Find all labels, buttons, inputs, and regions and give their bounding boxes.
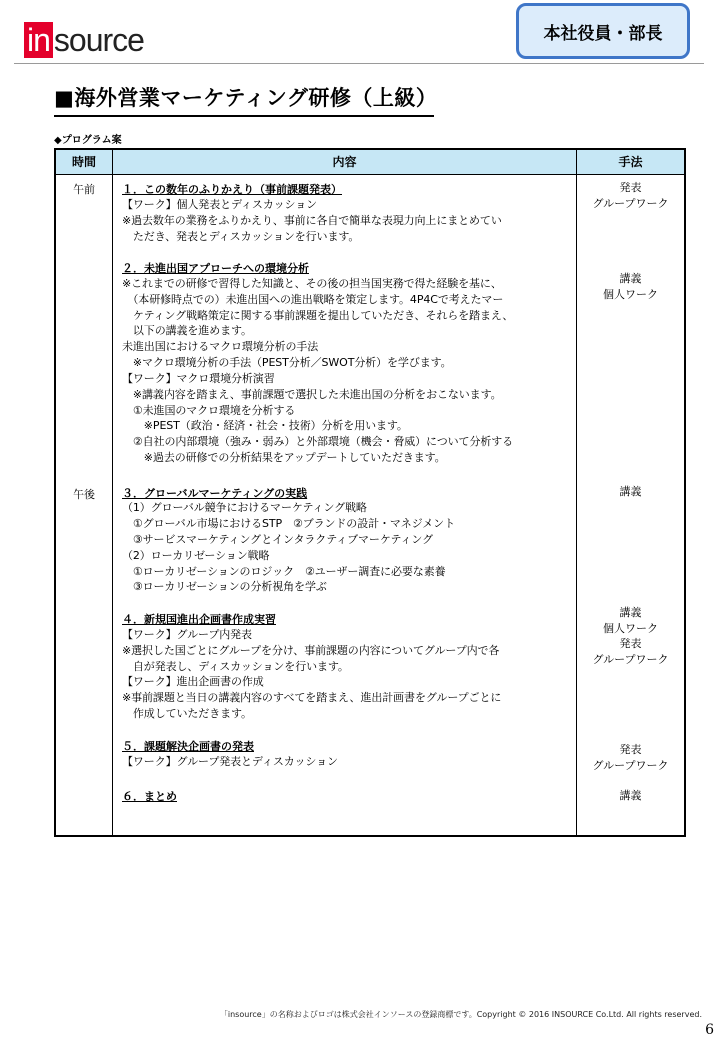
method-item: グループワーク [592, 653, 669, 666]
content-line: （本研修時点での）未進出国への進出戦略を策定します。4P4Cで考えたマー [122, 293, 504, 306]
content-line: ※選択した国ごとにグループを分け、事前課題の内容についてグループ内で各 [122, 644, 500, 657]
logo-in-mark: in [24, 22, 53, 58]
method-item: 講義 [619, 485, 642, 498]
content-line: 以下の講義を進めます。 [122, 324, 252, 337]
content-line: ※講義内容を踏まえ、事前課題で選択した未進出国の分析をおこないます。 [122, 388, 502, 401]
section-title: ４．新規国進出企画書作成実習 [122, 613, 276, 626]
content-line: ※これまでの研修で習得した知識と、その後の担当国実務で得た経験を基に、 [122, 277, 502, 290]
content-line: ※マクロ環境分析の手法（PEST分析／SWOT分析）を学びます。 [122, 356, 452, 369]
content-line: ①ローカリゼーションのロジック ②ユーザー調査に必要な素養 [122, 565, 446, 578]
content-line: 【ワーク】グループ内発表 [122, 628, 252, 641]
content-line: 未進出国におけるマクロ環境分析の手法 [122, 340, 319, 353]
content-line: ②自社の内部環境（強み・弱み）と外部環境（機会・脅威）について分析する [122, 435, 514, 448]
method-item: 講義 [619, 606, 642, 619]
page-number: 6 [705, 1022, 714, 1038]
content-line: 作成していただきます。 [122, 707, 252, 720]
section-title: ５．課題解決企画書の発表 [122, 740, 254, 753]
table-header-row [56, 150, 684, 175]
content-line: ①未進国のマクロ環境を分析する [122, 404, 296, 417]
time-pm: 午後 [73, 488, 95, 501]
section-title: ３．グローバルマーケティングの実践 [122, 487, 308, 500]
content-line: （1）グローバル競争におけるマーケティング戦略 [122, 501, 367, 514]
copyright-footer: 「insource」の名称およびロゴは株式会社インソースの登録商標です。Copyright © 2016 INSOURCE Co.Ltd. All rights reserved. [219, 1010, 702, 1019]
audience-badge: 本社役員・部長 [516, 3, 690, 59]
content-line: ※過去の研修での分析結果をアップデートしていただきます。 [122, 451, 446, 464]
method-item: グループワーク [592, 759, 669, 772]
program-table [54, 148, 686, 837]
content-line: ただき、発表とディスカッションを行います。 [122, 230, 360, 243]
page-title: ■海外営業マーケティング研修（上級） [54, 82, 434, 117]
content-line: ①グローバル市場におけるSTP ②ブランドの設計・マネジメント [122, 517, 455, 530]
content-line: ③ローカリゼーションの分析視角を学ぶ [122, 580, 327, 593]
content-line: 【ワーク】進出企画書の作成 [122, 675, 264, 688]
program-label: ◆プログラム案 [54, 135, 122, 146]
content-line: ③サービスマーケティングとインタラクティブマーケティング [122, 533, 433, 546]
section-title: ２．未進出国アプローチへの環境分析 [122, 262, 309, 275]
method-item: 講義 [619, 789, 642, 802]
method-item: 講義 [619, 272, 642, 285]
content-line: 【ワーク】グループ発表とディスカッション [122, 755, 338, 768]
section-title: ６．まとめ [122, 790, 177, 803]
method-item: グループワーク [592, 197, 669, 210]
method-item: 個人ワーク [603, 622, 658, 635]
time-am: 午前 [73, 183, 95, 196]
column-divider [112, 150, 113, 835]
header-divider [14, 63, 704, 64]
content-line: ※PEST（政治・経済・社会・技術）分析を用います。 [122, 419, 408, 432]
content-line: 【ワーク】個人発表とディスカッション [122, 198, 317, 211]
method-item: 発表 [619, 637, 642, 650]
logo-wordmark: source [53, 22, 144, 58]
header-time: 時間 [71, 155, 96, 169]
method-item: 発表 [619, 181, 642, 194]
header-content: 内容 [332, 155, 357, 169]
content-line: 【ワーク】マクロ環境分析演習 [122, 372, 275, 385]
content-line: （2）ローカリゼーション戦略 [122, 549, 270, 562]
content-line: 自が発表し、ディスカッションを行います。 [122, 660, 349, 673]
content-line: ※事前課題と当日の講義内容のすべてを踏まえ、進出計画書をグループごとに [122, 691, 502, 704]
insource-logo [24, 22, 144, 58]
content-line: ※過去数年の業務をふりかえり、事前に各自で簡単な表現力向上にまとめてい [122, 214, 502, 227]
section-title: １．この数年のふりかえり（事前課題発表） [122, 183, 342, 196]
method-item: 発表 [619, 743, 642, 756]
header-method: 手法 [618, 155, 643, 169]
content-line: ケティング戦略策定に関する事前課題を提出していただき、それらを踏まえ、 [122, 309, 514, 322]
method-item: 個人ワーク [603, 288, 658, 301]
